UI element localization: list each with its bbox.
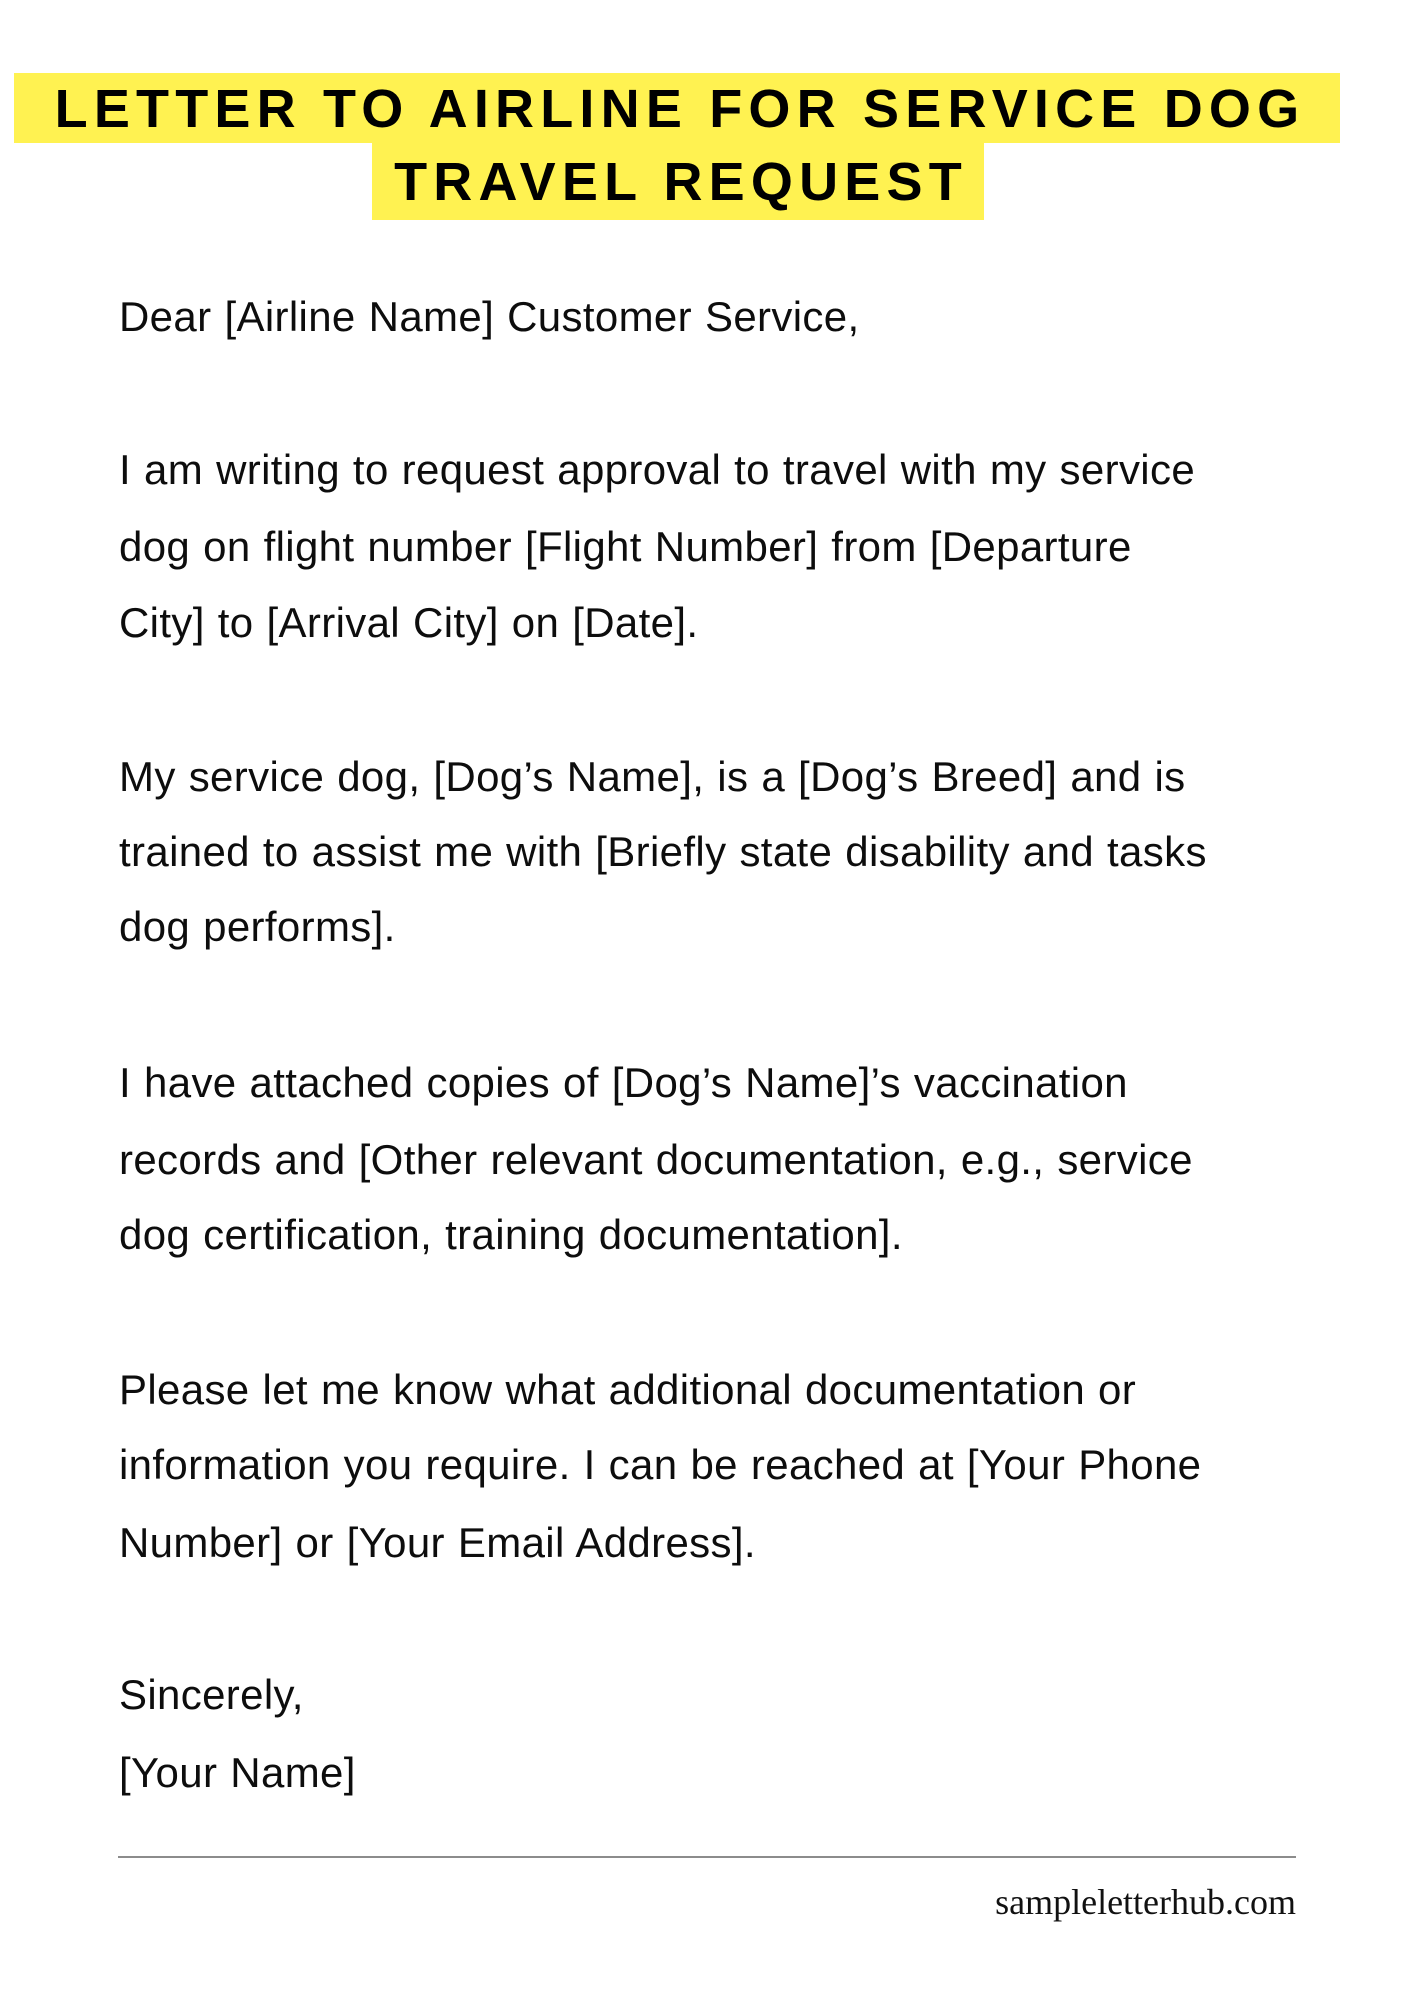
footer-site-name: sampleletterhub.com	[995, 1882, 1296, 1922]
paragraph-line: dog on flight number [Flight Number] from [Departure	[119, 523, 1132, 570]
salutation: Dear [Airline Name] Customer Service,	[119, 293, 860, 340]
paragraph-line: I have attached copies of [Dog’s Name]’s vaccination	[119, 1059, 1128, 1106]
signature: [Your Name]	[119, 1749, 356, 1796]
page-title-line-1: LETTER TO AIRLINE FOR SERVICE DOG	[14, 73, 1340, 143]
paragraph-line: information you require. I can be reached at [Your Phone	[119, 1441, 1202, 1488]
paragraph-line: I am writing to request approval to travel with my service	[119, 446, 1196, 493]
paragraph-line: trained to assist me with [Briefly state disability and tasks	[119, 828, 1207, 875]
paragraph-line: Please let me know what additional documentation or	[119, 1366, 1137, 1413]
paragraph-line: Number] or [Your Email Address].	[119, 1519, 756, 1566]
paragraph-line: dog certification, training documentation].	[119, 1211, 903, 1258]
paragraph-line: dog performs].	[119, 903, 396, 950]
paragraph-line: City] to [Arrival City] on [Date].	[119, 599, 699, 646]
paragraph-line: My service dog, [Dog’s Name], is a [Dog’s Breed] and is	[119, 753, 1186, 800]
page-title-line-2: TRAVEL REQUEST	[372, 143, 984, 220]
closing: Sincerely,	[119, 1671, 304, 1718]
paragraph-line: records and [Other relevant documentation, e.g., service	[119, 1136, 1193, 1183]
footer-divider	[118, 1856, 1296, 1858]
